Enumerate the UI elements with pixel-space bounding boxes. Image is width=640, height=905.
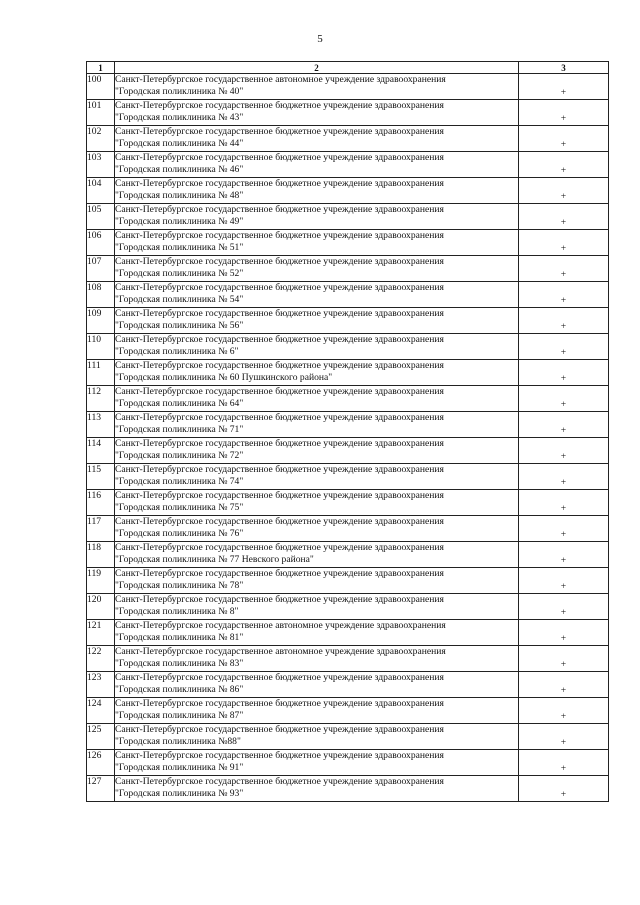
table-row xyxy=(87,308,609,334)
institution-name xyxy=(115,412,519,438)
table-row xyxy=(87,464,609,490)
plus-mark: + xyxy=(519,698,609,724)
plus-mark: + xyxy=(519,516,609,542)
table-row xyxy=(87,568,609,594)
row-number: 123 xyxy=(87,672,115,698)
institution-line-1: Санкт-Петербургское государственное бюджетное учреждение здравоохранения xyxy=(115,308,444,319)
plus-mark: + xyxy=(519,152,609,178)
table-row xyxy=(87,646,609,672)
institution-name xyxy=(115,282,519,308)
plus-mark: + xyxy=(519,490,609,516)
institution-line-2: "Городская поликлиника № 81" xyxy=(115,632,244,643)
table-body xyxy=(87,74,609,802)
institution-line-1: Санкт-Петербургское государственное бюджетное учреждение здравоохранения xyxy=(115,152,444,163)
institution-name xyxy=(115,594,519,620)
row-number: 105 xyxy=(87,204,115,230)
institution-line-1: Санкт-Петербургское государственное бюджетное учреждение здравоохранения xyxy=(115,204,444,215)
table-row xyxy=(87,594,609,620)
header-col-1: 1 xyxy=(87,62,115,74)
institution-name xyxy=(115,542,519,568)
table-row xyxy=(87,204,609,230)
row-number: 115 xyxy=(87,464,115,490)
institution-name xyxy=(115,646,519,672)
institution-line-1: Санкт-Петербургское государственное бюджетное учреждение здравоохранения xyxy=(115,750,444,761)
row-number: 100 xyxy=(87,74,115,100)
institution-name xyxy=(115,672,519,698)
institution-name xyxy=(115,620,519,646)
row-number: 122 xyxy=(87,646,115,672)
table-row xyxy=(87,412,609,438)
institution-line-1: Санкт-Петербургское государственное бюджетное учреждение здравоохранения xyxy=(115,412,444,423)
institution-line-1: Санкт-Петербургское государственное бюджетное учреждение здравоохранения xyxy=(115,282,444,293)
institution-line-2: "Городская поликлиника № 8" xyxy=(115,606,239,617)
table-row xyxy=(87,100,609,126)
institution-line-2: "Городская поликлиника № 83" xyxy=(115,658,244,669)
row-number: 114 xyxy=(87,438,115,464)
row-number: 119 xyxy=(87,568,115,594)
institution-name xyxy=(115,204,519,230)
row-number: 112 xyxy=(87,386,115,412)
institution-name xyxy=(115,308,519,334)
row-number: 121 xyxy=(87,620,115,646)
institution-name xyxy=(115,256,519,282)
plus-mark: + xyxy=(519,282,609,308)
institution-line-2: "Городская поликлиника № 74" xyxy=(115,476,244,487)
institution-line-2: "Городская поликлиника № 49" xyxy=(115,216,244,227)
plus-mark: + xyxy=(519,542,609,568)
row-number: 111 xyxy=(87,360,115,386)
institution-line-1: Санкт-Петербургское государственное бюджетное учреждение здравоохранения xyxy=(115,568,444,579)
table-row xyxy=(87,542,609,568)
institution-line-1: Санкт-Петербургское государственное бюджетное учреждение здравоохранения xyxy=(115,256,444,267)
institution-line-2: "Городская поликлиника № 54" xyxy=(115,294,244,305)
institution-line-1: Санкт-Петербургское государственное бюджетное учреждение здравоохранения xyxy=(115,360,444,371)
institution-line-2: "Городская поликлиника № 87" xyxy=(115,710,244,721)
institution-line-2: "Городская поликлиника № 6" xyxy=(115,346,239,357)
institution-line-1: Санкт-Петербургское государственное бюджетное учреждение здравоохранения xyxy=(115,464,444,475)
institution-line-2: "Городская поликлиника № 40" xyxy=(115,86,244,97)
row-number: 107 xyxy=(87,256,115,282)
institution-line-2: "Городская поликлиника № 77 Невского района" xyxy=(115,554,314,565)
plus-mark: + xyxy=(519,360,609,386)
institution-line-1: Санкт-Петербургское государственное бюджетное учреждение здравоохранения xyxy=(115,542,444,553)
institution-line-2: "Городская поликлиника № 86" xyxy=(115,684,244,695)
plus-mark: + xyxy=(519,74,609,100)
institution-line-1: Санкт-Петербургское государственное автономное учреждение здравоохранения xyxy=(115,74,446,85)
institution-name xyxy=(115,516,519,542)
institution-name xyxy=(115,724,519,750)
plus-mark: + xyxy=(519,256,609,282)
institution-name xyxy=(115,334,519,360)
institution-name xyxy=(115,178,519,204)
table-row xyxy=(87,256,609,282)
plus-mark: + xyxy=(519,776,609,802)
plus-mark: + xyxy=(519,672,609,698)
plus-mark: + xyxy=(519,230,609,256)
row-number: 126 xyxy=(87,750,115,776)
table-row xyxy=(87,672,609,698)
institution-line-1: Санкт-Петербургское государственное бюджетное учреждение здравоохранения xyxy=(115,490,444,501)
table-row xyxy=(87,178,609,204)
institution-name xyxy=(115,360,519,386)
table-row xyxy=(87,750,609,776)
institution-line-1: Санкт-Петербургское государственное бюджетное учреждение здравоохранения xyxy=(115,438,444,449)
plus-mark: + xyxy=(519,308,609,334)
row-number: 108 xyxy=(87,282,115,308)
plus-mark: + xyxy=(519,334,609,360)
table-row xyxy=(87,230,609,256)
institution-name xyxy=(115,230,519,256)
plus-mark: + xyxy=(519,724,609,750)
table-row xyxy=(87,516,609,542)
institution-line-2: "Городская поликлиника № 75" xyxy=(115,502,244,513)
institution-line-2: "Городская поликлиника № 46" xyxy=(115,164,244,175)
table-row xyxy=(87,698,609,724)
row-number: 116 xyxy=(87,490,115,516)
plus-mark: + xyxy=(519,464,609,490)
institution-name xyxy=(115,568,519,594)
institution-name xyxy=(115,126,519,152)
institution-name xyxy=(115,74,519,100)
institution-line-2: "Городская поликлиника № 91" xyxy=(115,762,244,773)
institution-name xyxy=(115,386,519,412)
institution-line-1: Санкт-Петербургское государственное бюджетное учреждение здравоохранения xyxy=(115,386,444,397)
institution-name xyxy=(115,776,519,802)
plus-mark: + xyxy=(519,568,609,594)
institution-line-2: "Городская поликлиника № 76" xyxy=(115,528,244,539)
institution-name xyxy=(115,152,519,178)
table-row xyxy=(87,360,609,386)
plus-mark: + xyxy=(519,594,609,620)
row-number: 125 xyxy=(87,724,115,750)
institution-name xyxy=(115,438,519,464)
table-row xyxy=(87,334,609,360)
institution-line-1: Санкт-Петербургское государственное бюджетное учреждение здравоохранения xyxy=(115,724,444,735)
row-number: 117 xyxy=(87,516,115,542)
table-row xyxy=(87,386,609,412)
table-row xyxy=(87,74,609,100)
plus-mark: + xyxy=(519,438,609,464)
institution-line-2: "Городская поликлиника № 44" xyxy=(115,138,244,149)
institutions-table xyxy=(86,61,609,802)
row-number: 101 xyxy=(87,100,115,126)
row-number: 109 xyxy=(87,308,115,334)
institution-line-2: "Городская поликлиника № 71" xyxy=(115,424,244,435)
institution-line-1: Санкт-Петербургское государственное бюджетное учреждение здравоохранения xyxy=(115,178,444,189)
row-number: 124 xyxy=(87,698,115,724)
row-number: 102 xyxy=(87,126,115,152)
table-row xyxy=(87,490,609,516)
institution-line-2: "Городская поликлиника № 52" xyxy=(115,268,244,279)
table-header-row xyxy=(87,62,609,74)
institution-line-2: "Городская поликлиника № 64" xyxy=(115,398,244,409)
institution-line-2: "Городская поликлиника № 43" xyxy=(115,112,244,123)
plus-mark: + xyxy=(519,204,609,230)
row-number: 106 xyxy=(87,230,115,256)
institution-line-1: Санкт-Петербургское государственное бюджетное учреждение здравоохранения xyxy=(115,594,444,605)
institution-name xyxy=(115,100,519,126)
table-row xyxy=(87,126,609,152)
institution-line-2: "Городская поликлиника №88" xyxy=(115,736,241,747)
table-row xyxy=(87,282,609,308)
table-row xyxy=(87,776,609,802)
row-number: 113 xyxy=(87,412,115,438)
row-number: 120 xyxy=(87,594,115,620)
institution-line-2: "Городская поликлиника № 48" xyxy=(115,190,244,201)
header-col-2: 2 xyxy=(115,62,519,74)
header-col-3: 3 xyxy=(519,62,609,74)
institution-line-1: Санкт-Петербургское государственное бюджетное учреждение здравоохранения xyxy=(115,126,444,137)
row-number: 127 xyxy=(87,776,115,802)
institution-line-1: Санкт-Петербургское государственное бюджетное учреждение здравоохранения xyxy=(115,100,444,111)
row-number: 110 xyxy=(87,334,115,360)
institution-line-1: Санкт-Петербургское государственное автономное учреждение здравоохранения xyxy=(115,620,446,631)
plus-mark: + xyxy=(519,178,609,204)
plus-mark: + xyxy=(519,126,609,152)
institution-name xyxy=(115,750,519,776)
row-number: 118 xyxy=(87,542,115,568)
institution-line-1: Санкт-Петербургское государственное бюджетное учреждение здравоохранения xyxy=(115,334,444,345)
institution-line-1: Санкт-Петербургское государственное бюджетное учреждение здравоохранения xyxy=(115,672,444,683)
plus-mark: + xyxy=(519,620,609,646)
institution-line-1: Санкт-Петербургское государственное автономное учреждение здравоохранения xyxy=(115,646,446,657)
table-row xyxy=(87,152,609,178)
institution-line-1: Санкт-Петербургское государственное бюджетное учреждение здравоохранения xyxy=(115,516,444,527)
table-row xyxy=(87,438,609,464)
plus-mark: + xyxy=(519,750,609,776)
institution-line-1: Санкт-Петербургское государственное бюджетное учреждение здравоохранения xyxy=(115,230,444,241)
plus-mark: + xyxy=(519,100,609,126)
institution-line-2: "Городская поликлиника № 72" xyxy=(115,450,244,461)
institution-name xyxy=(115,490,519,516)
institution-line-2: "Городская поликлиника № 93" xyxy=(115,788,244,799)
institution-line-1: Санкт-Петербургское государственное бюджетное учреждение здравоохранения xyxy=(115,698,444,709)
institution-line-2: "Городская поликлиника № 51" xyxy=(115,242,244,253)
institution-line-1: Санкт-Петербургское государственное бюджетное учреждение здравоохранения xyxy=(115,776,444,787)
institution-line-2: "Городская поликлиника № 60 Пушкинского района" xyxy=(115,372,333,383)
row-number: 104 xyxy=(87,178,115,204)
table-row xyxy=(87,620,609,646)
plus-mark: + xyxy=(519,386,609,412)
table-row xyxy=(87,724,609,750)
institution-name xyxy=(115,698,519,724)
page-number: 5 xyxy=(317,33,323,45)
institution-line-2: "Городская поликлиника № 78" xyxy=(115,580,244,591)
plus-mark: + xyxy=(519,646,609,672)
plus-mark: + xyxy=(519,412,609,438)
institution-name xyxy=(115,464,519,490)
institution-line-2: "Городская поликлиника № 56" xyxy=(115,320,244,331)
row-number: 103 xyxy=(87,152,115,178)
